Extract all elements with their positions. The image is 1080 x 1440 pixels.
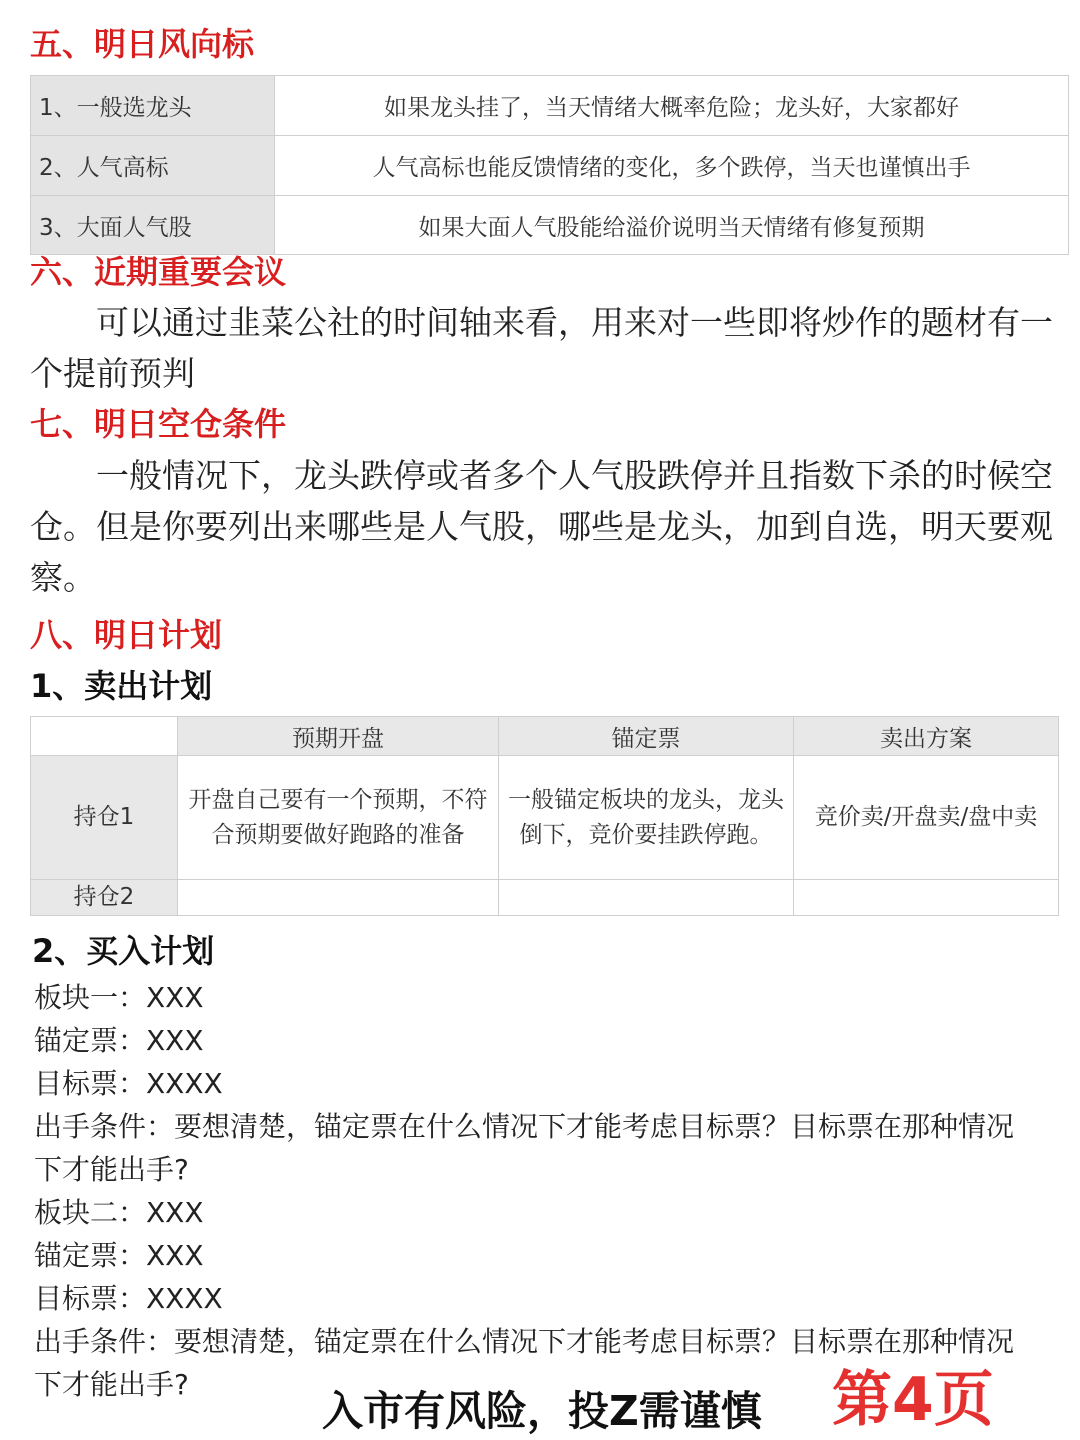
section5-heading: 五、明日风向标	[30, 25, 255, 63]
table-row	[31, 76, 1069, 136]
buy-plan-line: 下才能出手?	[34, 1153, 189, 1186]
table-header-blank	[31, 717, 178, 756]
table-cell-value: 如果大面人气股能给溢价说明当天情绪有修复预期	[275, 196, 1069, 255]
table-cell-key: 3、大面人气股	[31, 196, 275, 255]
section6-heading: 六、近期重要会议	[30, 253, 287, 291]
table-header-row	[31, 717, 1059, 756]
buy-plan-line: 锚定票：XXX	[34, 1239, 204, 1272]
buy-plan-line: 目标票：XXXX	[34, 1282, 223, 1315]
buy-plan-line: 板块一：XXX	[34, 981, 204, 1014]
table-cell: 一般锚定板块的龙头，龙头倒下，竞价要挂跌停跑。	[499, 756, 794, 880]
table-cell-value: 如果龙头挂了，当天情绪大概率危险；龙头好，大家都好	[275, 76, 1069, 136]
buy-plan-line: 目标票：XXXX	[34, 1067, 223, 1100]
section7-paragraph: 一般情况下，龙头跌停或者多个人气股跌停并且指数下杀的时候空仓。但是你要列出来哪些是人气股，哪些是龙头，加到自选，明天要观察。	[30, 456, 1053, 597]
section6-paragraph: 可以通过韭菜公社的时间轴来看，用来对一些即将炒作的题材有一个提前预判	[30, 303, 1053, 393]
table-cell-value: 人气高标也能反馈情绪的变化，多个跌停，当天也谨慎出手	[275, 136, 1069, 196]
table-cell-key: 1、一般选龙头	[31, 76, 275, 136]
buy-plan-line: 出手条件：要想清楚，锚定票在什么情况下才能考虑目标票？目标票在那种情况	[34, 1110, 1015, 1143]
table-cell	[178, 880, 499, 916]
table-cell: 开盘自己要有一个预期，不符合预期要做好跑路的准备	[178, 756, 499, 880]
table-cell	[794, 880, 1059, 916]
table-cell-key: 2、人气高标	[31, 136, 275, 196]
buy-plan-line: 下才能出手?	[34, 1368, 189, 1401]
table-cell	[499, 880, 794, 916]
buy-plan-heading: 2、买入计划	[32, 932, 215, 970]
risk-slogan: 入市有风险，投Z需谨慎	[322, 1387, 762, 1435]
buy-plan-line: 锚定票：XXX	[34, 1024, 204, 1057]
column-header: 预期开盘	[178, 717, 499, 756]
table-row	[31, 136, 1069, 196]
column-header: 锚定票	[499, 717, 794, 756]
table-row	[31, 880, 1059, 916]
sell-plan-heading: 1、卖出计划	[30, 667, 213, 705]
table-cell: 竞价卖/开盘卖/盘中卖	[794, 756, 1059, 880]
page-label: 第4页	[832, 1365, 994, 1435]
table-row	[31, 196, 1069, 255]
buy-plan-lines	[34, 976, 1014, 1406]
section7-heading: 七、明日空仓条件	[30, 405, 287, 443]
buy-plan-line: 板块二：XXX	[34, 1196, 204, 1229]
buy-plan-line: 出手条件：要想清楚，锚定票在什么情况下才能考虑目标票？目标票在那种情况	[34, 1325, 1015, 1358]
wind-vane-table	[30, 75, 1069, 255]
column-header: 卖出方案	[794, 717, 1059, 756]
table-row	[31, 756, 1059, 880]
row-header: 持仓2	[31, 880, 178, 916]
section8-heading: 八、明日计划	[30, 616, 223, 654]
row-header: 持仓1	[31, 756, 178, 880]
sell-plan-table	[30, 716, 1059, 916]
